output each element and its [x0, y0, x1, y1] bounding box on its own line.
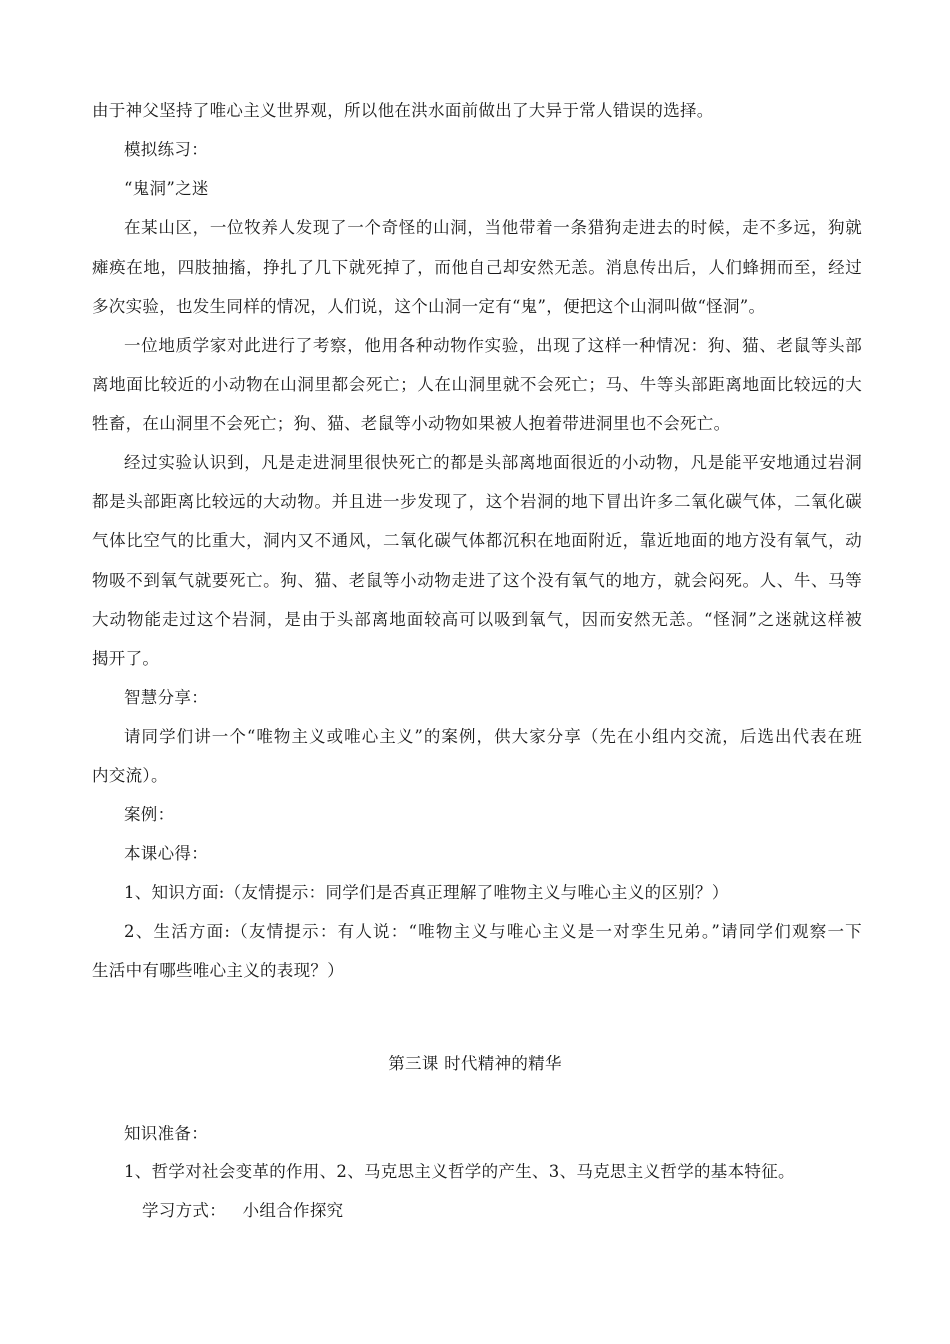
- paragraph-explanation-line-4: 物吸不到氧气就要死亡。狗、猫、老鼠等小动物走进了这个没有氧气的地方，就会闷死。人、牛、马等: [92, 571, 862, 590]
- heading-wisdom-share: 智慧分享：: [124, 688, 208, 707]
- heading-ghost-cave: “鬼洞”之迷: [124, 179, 209, 198]
- paragraph-share-line-1: 请同学们讲一个“唯物主义或唯心主义”的案例，供大家分享（先在小组内交流，后选出代表在班: [124, 727, 862, 746]
- paragraph-conclusion: 由于神父坚持了唯心主义世界观，所以他在洪水面前做出了大异于常人错误的选择。: [92, 101, 714, 120]
- heading-case: 案例：: [124, 805, 175, 824]
- paragraph-learning-method: 学习方式： 小组合作探究: [142, 1201, 344, 1220]
- paragraph-explanation-line-3: 气体比空气的比重大，洞内又不通风，二氧化碳气体都沉积在地面附近，靠近地面的地方没有氧气，动: [92, 531, 862, 550]
- list-item-life-line-2: 生活中有哪些唯心主义的表现？）: [92, 961, 344, 980]
- paragraph-geologist-line-3: 牲畜，在山洞里不会死亡；狗、猫、老鼠等小动物如果被人抱着带进洞里也不会死亡。: [92, 414, 731, 433]
- paragraph-explanation-line-6: 揭开了。: [92, 649, 160, 668]
- paragraph-knowledge-points: 1、哲学对社会变革的作用、2、马克思主义哲学的产生、3、马克思主义哲学的基本特征。: [124, 1162, 795, 1181]
- paragraph-explanation-line-5: 大动物能走过这个岩洞，是由于头部离地面较高可以吸到氧气，因而安然无恙。“怪洞”之迷就这样被: [92, 610, 862, 629]
- paragraph-explanation-line-1: 经过实验认识到，凡是走进洞里很快死亡的都是头部离地面很近的小动物，凡是能平安地通过岩洞: [124, 453, 862, 472]
- paragraph-explanation-line-2: 都是头部距离比较远的大动物。并且进一步发现了，这个岩洞的地下冒出许多二氧化碳气体，二氧化碳: [92, 492, 862, 511]
- list-item-life-line-1: 2、生活方面:（友情提示：有人说：“唯物主义与唯心主义是一对孪生兄弟。”请同学们观察一下: [124, 922, 862, 941]
- heading-knowledge-prep: 知识准备：: [124, 1124, 208, 1143]
- paragraph-story-line-1: 在某山区，一位牧养人发现了一个奇怪的山洞，当他带着一条猎狗走进去的时候，走不多远，狗就: [124, 218, 862, 237]
- paragraph-geologist-line-2: 离地面比较近的小动物在山洞里都会死亡；人在山洞里就不会死亡；马、牛等头部距离地面比较远的大: [92, 375, 862, 394]
- lesson-title: 第三课 时代精神的精华: [388, 1054, 562, 1073]
- heading-lesson-notes: 本课心得：: [124, 844, 208, 863]
- paragraph-story-line-3: 多次实验，也发生同样的情况，人们说，这个山洞一定有“鬼”，便把这个山洞叫做“怪洞”。: [92, 297, 766, 316]
- paragraph-geologist-line-1: 一位地质学家对此进行了考察，他用各种动物作实验，出现了这样一种情况：狗、猫、老鼠等头部: [124, 336, 862, 355]
- list-item-knowledge: 1、知识方面:（友情提示：同学们是否真正理解了唯物主义与唯心主义的区别？）: [124, 883, 729, 902]
- paragraph-share-line-2: 内交流）。: [92, 766, 168, 785]
- paragraph-story-line-2: 瘫痪在地，四肢抽搐，挣扎了几下就死掉了，而他自己却安然无恙。消息传出后，人们蜂拥而至，经过: [92, 258, 862, 277]
- heading-practice: 模拟练习：: [124, 140, 208, 159]
